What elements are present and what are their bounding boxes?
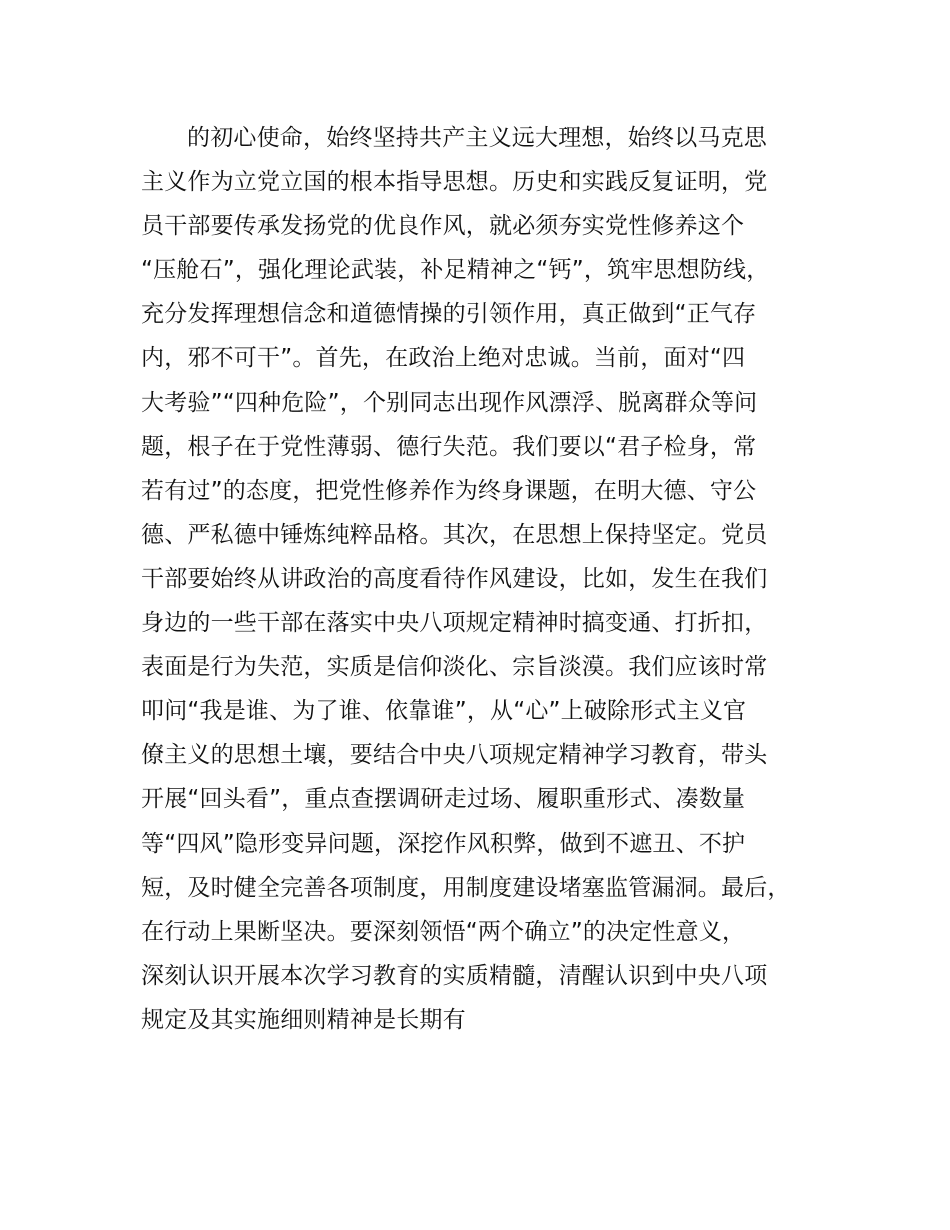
body-paragraph	[141, 116, 841, 1042]
text-line: 短，及时健全完善各项制度，用制度建设堵塞监管漏洞。最后，	[141, 874, 791, 901]
text-line: 深刻认识开展本次学习教育的实质精髓，清醒认识到中央八项	[141, 962, 768, 989]
text-line: 题，根子在于党性薄弱、德行失范。我们要以“君子检身，常	[141, 433, 757, 460]
text-line: 身边的一些干部在落实中央八项规定精神时搞变通、打折扣，	[141, 610, 768, 637]
text-line: “压舱石”，强化理论武装，补足精神之“钙”，筑牢思想防线，	[141, 257, 770, 284]
text-line: 开展“回头看”，重点查摆调研走过场、履职重形式、凑数量	[141, 786, 746, 813]
text-line: 充分发挥理想信念和道德情操的引领作用，真正做到“正气存	[141, 301, 757, 328]
text-line: 叩问“我是谁、为了谁、依靠谁”，从“心”上破除形式主义官	[141, 698, 747, 725]
text-line: 表面是行为失范，实质是信仰淡化、宗旨淡漠。我们应该时常	[141, 654, 768, 681]
text-line: 僚主义的思想土壤，要结合中央八项规定精神学习教育，带头	[141, 742, 768, 769]
text-line: 大考验”“四种危险”，个别同志出现作风漂浮、脱离群众等问	[141, 389, 758, 416]
text-line: 在行动上果断坚决。要深刻领悟“两个确立”的决定性意义，	[141, 918, 746, 945]
text-line: 等“四风”隐形变异问题，深挖作风积弊，做到不遮丑、不护	[141, 830, 746, 857]
text-line: 的初心使命，始终坚持共产主义远大理想，始终以马克思	[187, 125, 767, 151]
text-line: 若有过”的态度，把党性修养作为终身课题，在明大德、守公	[141, 477, 757, 504]
text-line: 内，邪不可干”。首先，在政治上绝对忠诚。当前，面对“四	[141, 345, 746, 372]
text-line: 规定及其实施细则精神是长期有	[141, 1006, 466, 1033]
text-line: 干部要始终从讲政治的高度看待作风建设，比如，发生在我们	[141, 565, 768, 592]
text-line: 主义作为立党立国的根本指导思想。历史和实践反复证明，党	[141, 169, 768, 196]
text-line: 员干部要传承发扬党的优良作风，就必须夯实党性修养这个	[141, 213, 745, 240]
text-line: 德、严私德中锤炼纯粹品格。其次，在思想上保持坚定。党员	[141, 521, 768, 548]
